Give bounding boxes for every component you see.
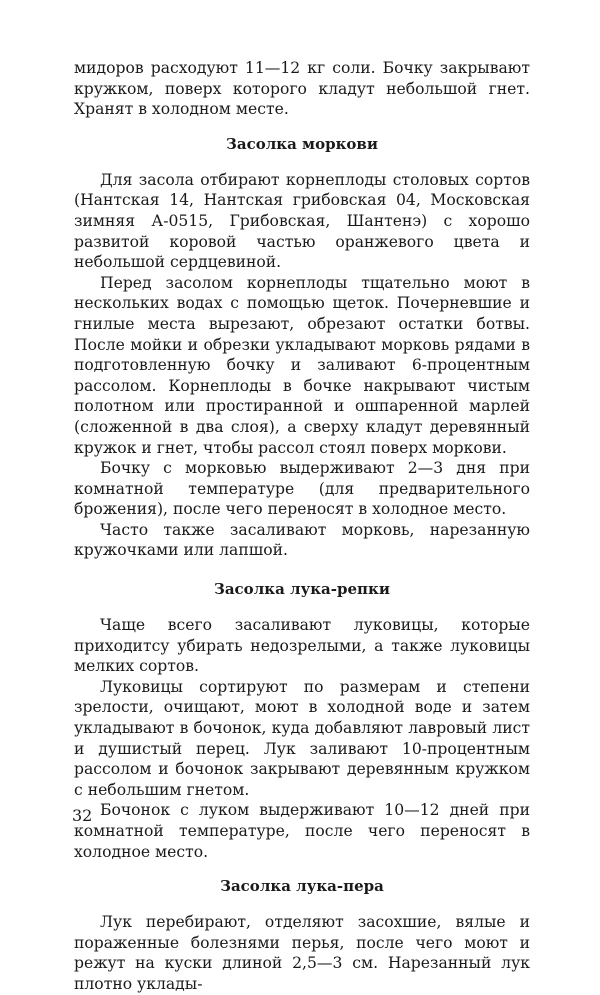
paragraph: Бочонок с луком выдерживают 10—12 дней при комнатной температуре, после чего переносят в холодное место. (74, 801, 530, 861)
page-number: 32 (72, 806, 93, 825)
paragraph: Луковицы сортируют по размерам и степени зрелости, очищают, моют в холодной воде и затем укладывают в бочонок, куда добавляют лавровый лист и душистый перец. Лук заливают 10-процентным рассолом и бочонок закрывают деревянным кружком с небольшим гнетом. (74, 677, 530, 799)
paragraph: Чаще всего засаливают луковицы, которые приходитсу убирать недозрелыми, а также луковицы мелких сортов. (74, 616, 530, 676)
paragraph: Перед засолом корнеплоды тщательно моют в нескольких водах с помощью щеток. Почерневшие и гнилые места вырезают, обрезают остатки ботвы. После мойки и обрезки укладывают морковь рядами в подготовленную бочку и заливают 6-процентным рассолом. Корнеплоды в бочке накрывают чистым полотном или простиранной и ошпаренной марлей (сложенной в два слоя), а сверху кладут деревянный кружок и гнет, чтобы рассол стоял поверх моркови. (74, 273, 530, 457)
paragraph: Часто также засаливают морковь, нарезанную кружочками или лапшой. (74, 520, 530, 560)
section-heading-onion-greens: Засолка лука-пера (220, 877, 384, 896)
section-heading-carrot: Засолка моркови (226, 134, 378, 153)
page-body (74, 58, 530, 995)
paragraph: Бочку с морковью выдерживают 2—3 дня при комнатной температуре (для предварительного брожения), после чего переносят в холодное место. (74, 459, 530, 519)
intro-paragraph: мидоров расходуют 11—12 кг соли. Бочку закрывают кружком, поверх которого кладут небольшой гнет. Хранят в холодном месте. (74, 59, 530, 119)
paragraph: Лук перебирают, отделяют засохшие, вялые и пораженные болезнями перья, после чего моют и режут на куски длиной 2,5—3 см. Нарезанный лук плотно уклады- (74, 913, 530, 993)
paragraph: Для засола отбирают корнеплоды столовых сортов (Нантская 14, Нантская грибовская 04, Московская зимняя А-0515, Грибовская, Шантенэ) с хорошо развитой коровой частью оранжевого цвета и небольшой сердцевиной. (74, 170, 530, 272)
section-heading-onion-bulb: Засолка лука-репки (214, 580, 390, 599)
